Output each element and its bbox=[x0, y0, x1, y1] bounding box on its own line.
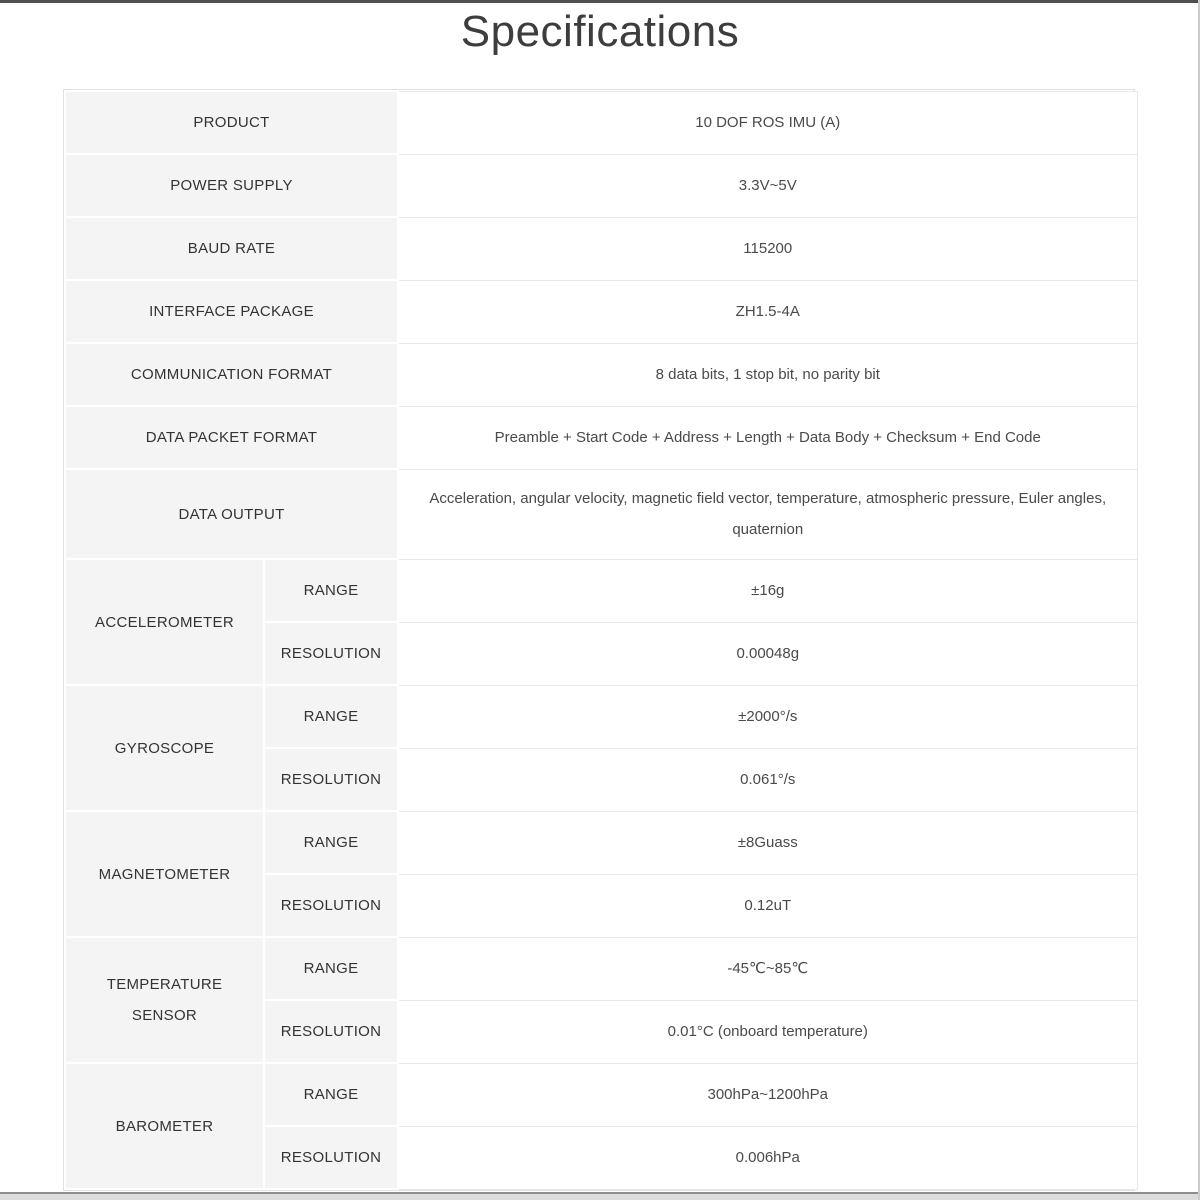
spec-value-magnetometer-range: ±8Guass bbox=[398, 811, 1137, 874]
table-row bbox=[65, 280, 1137, 343]
spec-value-data-output: Acceleration, angular velocity, magnetic field vector, temperature, atmospheric pressure, Euler angles, quaternion bbox=[398, 469, 1137, 559]
spec-value-baud-rate: 115200 bbox=[398, 217, 1137, 280]
table-row bbox=[65, 685, 1137, 748]
spec-value-barometer-range: 300hPa~1200hPa bbox=[398, 1063, 1137, 1126]
spec-label-data-output: DATA OUTPUT bbox=[65, 469, 398, 559]
table-row bbox=[65, 469, 1137, 559]
bottom-divider bbox=[0, 1192, 1200, 1200]
table-row bbox=[65, 154, 1137, 217]
spec-sublabel-resolution: RESOLUTION bbox=[264, 874, 398, 937]
spec-sublabel-resolution: RESOLUTION bbox=[264, 1000, 398, 1063]
spec-value-barometer-resolution: 0.006hPa bbox=[398, 1126, 1137, 1189]
spec-value-magnetometer-resolution: 0.12uT bbox=[398, 874, 1137, 937]
spec-sublabel-resolution: RESOLUTION bbox=[264, 622, 398, 685]
sensor-group-gyroscope: GYROSCOPE bbox=[65, 685, 264, 811]
sensor-group-barometer: BAROMETER bbox=[65, 1063, 264, 1189]
sensor-group-accelerometer: ACCELEROMETER bbox=[65, 559, 264, 685]
table-row bbox=[65, 559, 1137, 622]
spec-sublabel-resolution: RESOLUTION bbox=[264, 1126, 398, 1189]
spec-label-interface-package: INTERFACE PACKAGE bbox=[65, 280, 398, 343]
spec-label-power-supply: POWER SUPPLY bbox=[65, 154, 398, 217]
spec-value-temperature-range: -45℃~85℃ bbox=[398, 937, 1137, 1000]
spec-table bbox=[63, 89, 1135, 1191]
spec-value-gyroscope-range: ±2000°/s bbox=[398, 685, 1137, 748]
table-row bbox=[65, 217, 1137, 280]
top-divider bbox=[0, 0, 1200, 3]
spec-value-accelerometer-range: ±16g bbox=[398, 559, 1137, 622]
spec-label-baud-rate: BAUD RATE bbox=[65, 217, 398, 280]
table-row bbox=[65, 406, 1137, 469]
spec-value-interface-package: ZH1.5-4A bbox=[398, 280, 1137, 343]
table-row bbox=[65, 91, 1137, 154]
spec-sublabel-range: RANGE bbox=[264, 811, 398, 874]
spec-label-data-packet-format: DATA PACKET FORMAT bbox=[65, 406, 398, 469]
spec-sublabel-range: RANGE bbox=[264, 685, 398, 748]
page-title: Specifications bbox=[460, 7, 740, 56]
sensor-group-magnetometer: MAGNETOMETER bbox=[65, 811, 264, 937]
table-row bbox=[65, 937, 1137, 1000]
spec-sublabel-range: RANGE bbox=[264, 1063, 398, 1126]
spec-value-accelerometer-resolution: 0.00048g bbox=[398, 622, 1137, 685]
spec-value-power-supply: 3.3V~5V bbox=[398, 154, 1137, 217]
spec-value-product: 10 DOF ROS IMU (A) bbox=[398, 91, 1137, 154]
spec-value-data-packet-format: Preamble + Start Code + Address + Length + Data Body + Checksum + End Code bbox=[398, 406, 1137, 469]
sensor-group-temperature-sensor: TEMPERATURE SENSOR bbox=[65, 937, 264, 1063]
spec-sublabel-resolution: RESOLUTION bbox=[264, 748, 398, 811]
spec-sublabel-range: RANGE bbox=[264, 559, 398, 622]
table-row bbox=[65, 343, 1137, 406]
spec-value-gyroscope-resolution: 0.061°/s bbox=[398, 748, 1137, 811]
spec-sublabel-range: RANGE bbox=[264, 937, 398, 1000]
spec-value-temperature-resolution: 0.01°C (onboard temperature) bbox=[398, 1000, 1137, 1063]
table-row bbox=[65, 811, 1137, 874]
spec-label-communication-format: COMMUNICATION FORMAT bbox=[65, 343, 398, 406]
spec-value-communication-format: 8 data bits, 1 stop bit, no parity bit bbox=[398, 343, 1137, 406]
spec-table-grid bbox=[64, 90, 1138, 1190]
spec-label-product: PRODUCT bbox=[65, 91, 398, 154]
table-row bbox=[65, 1063, 1137, 1126]
